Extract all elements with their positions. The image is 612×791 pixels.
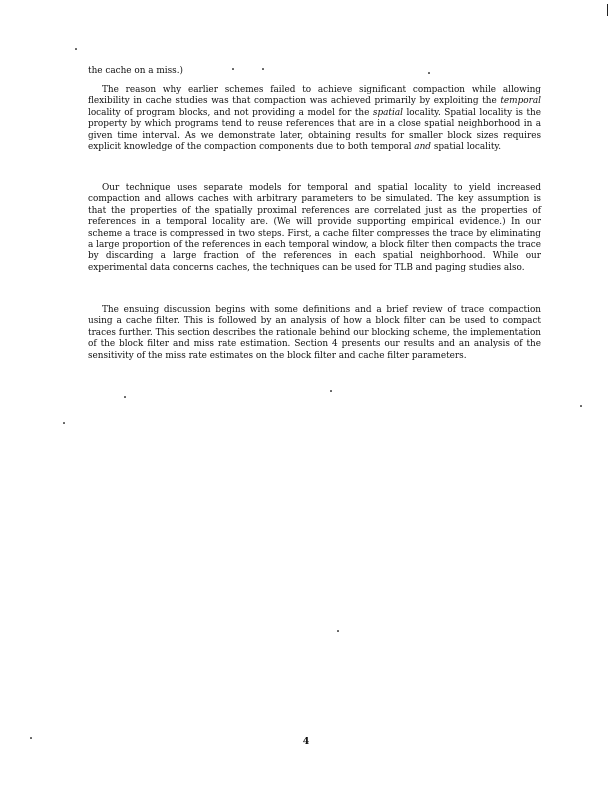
scan-speck — [337, 630, 339, 632]
paragraph-text — [88, 85, 541, 153]
scan-speck — [330, 390, 332, 392]
paragraph-segment: Our technique uses separate models for temporal and spatial locality to yield increased compaction and allows caches with arbitrary parameters to be simulated. The key assumption is that the properties of the spatially proximal references are correlated just as the properties of references in a temporal locality are. (We will provide supporting empirical evidence.) In our scheme a trace is compressed in two steps. First, a cache filter compresses the trace by eliminating a large proportion of the references in each temporal window, a block filter then compacts the trace by discarding a large fraction of the references in each spatial neighborhood. While our experimental data concerns caches, the techniques can be used for TLB and paging studies also. — [88, 183, 541, 273]
emphasized-text: temporal — [500, 96, 541, 107]
scan-speck — [63, 422, 65, 424]
page-number: 4 — [302, 736, 310, 747]
body-paragraph-1 — [88, 85, 541, 153]
scan-speck — [30, 737, 32, 739]
body-paragraph-2 — [88, 183, 541, 274]
scan-speck — [580, 405, 582, 407]
emphasized-text: and — [414, 142, 431, 153]
lead-line-text: the cache on a miss.) — [88, 66, 184, 76]
emphasized-text: spatial — [372, 107, 403, 118]
scan-speck — [124, 396, 126, 398]
scan-speck — [232, 68, 234, 70]
paragraph-segment: locality of program blocks, and not providing a model for the — [88, 107, 373, 118]
continuation-line — [88, 66, 541, 77]
paragraph-segment: spatial locality. — [431, 142, 502, 153]
body-paragraph-3 — [88, 305, 541, 362]
paragraph-segment: locality. Spatial locality is the property by which programs tend to reuse references that are in a close spatial neighborhood in a given time interval. As we demonstrate later, obtaining results for smaller block sizes requires explicit knowledge of the compaction components due to both temporal — [88, 107, 542, 153]
paragraph-segment: The reason why earlier schemes failed to achieve significant compaction while allowing flexibility in cache studies was that compaction was achieved primarily by exploiting the — [88, 85, 541, 107]
paragraph-segment: The ensuing discussion begins with some definitions and a brief review of trace compaction using a cache filter. This is followed by an analysis of how a block filter can be used to compact traces further. This section describes the rationale behind our blocking scheme, the implementation of the block filter and miss rate estimation. Section 4 presents our results and an analysis of the sensitivity of the miss rate estimates on the block filter and cache filter parameters. — [88, 305, 541, 361]
scan-speck — [75, 48, 77, 50]
scan-speck — [262, 68, 264, 70]
paragraph-text — [88, 183, 541, 274]
paragraph-text — [88, 305, 541, 362]
margin-mark — [607, 4, 608, 16]
scan-speck — [428, 72, 430, 74]
